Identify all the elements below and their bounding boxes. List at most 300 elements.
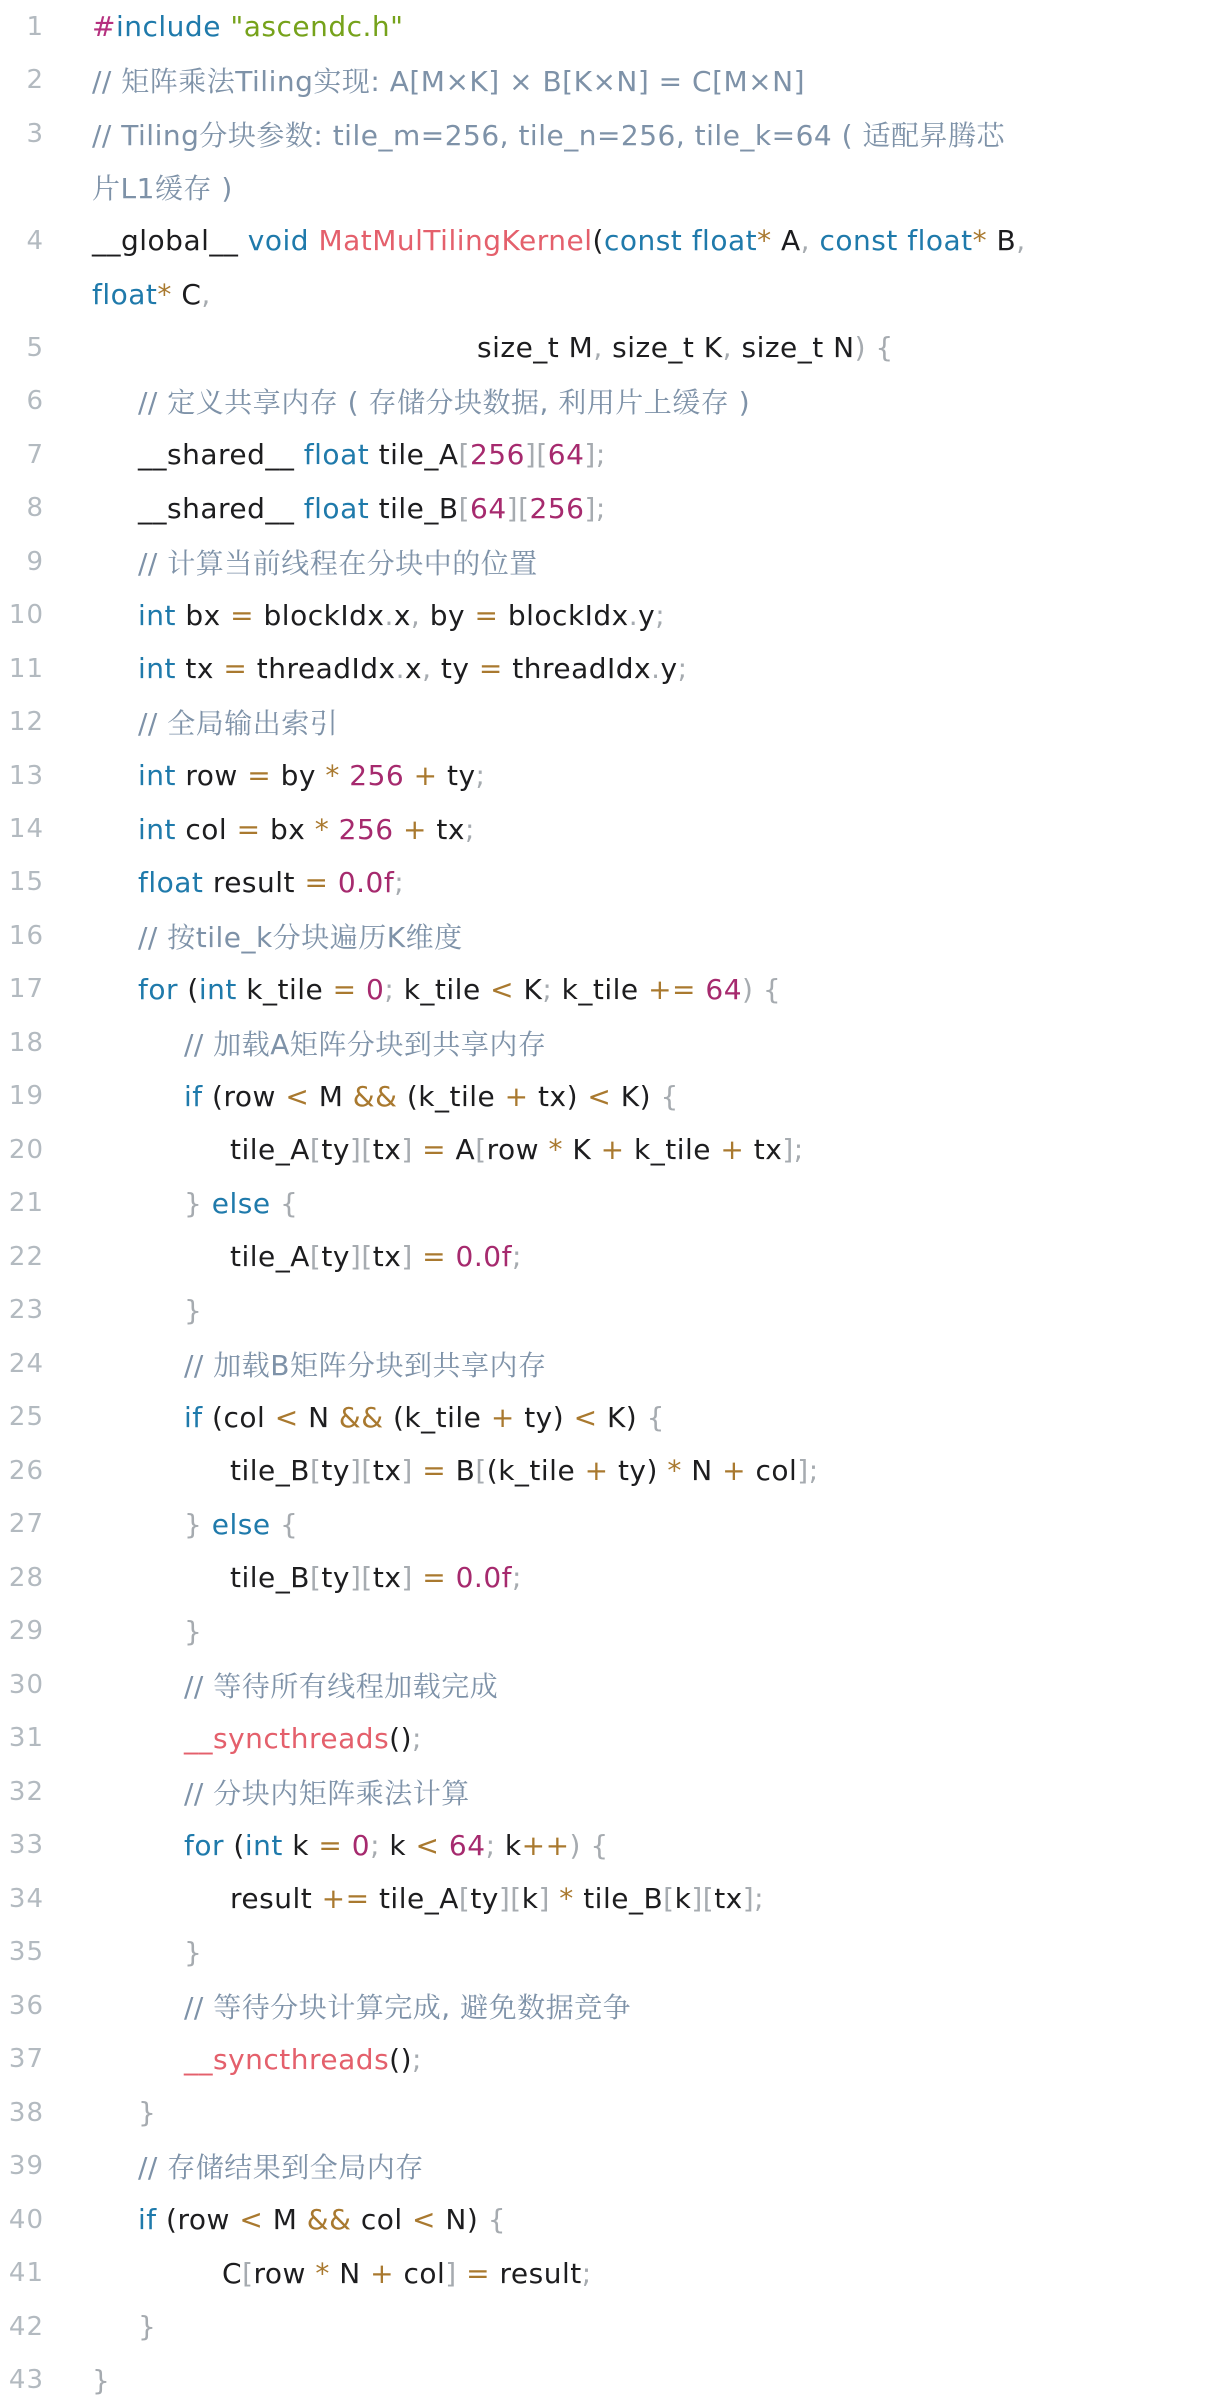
code-token-default: k_tile (561, 972, 649, 1006)
code-token-keyword: if (184, 1400, 213, 1434)
line-number: 12 (8, 707, 44, 738)
code-line (0, 2139, 1218, 2192)
code-token-punctuation: } (184, 1935, 203, 1969)
code-token-keyword: int (138, 652, 186, 686)
line-number: 11 (8, 653, 44, 684)
code-text (92, 1561, 522, 1594)
line-number: 20 (8, 1134, 44, 1165)
line-number: 21 (8, 1188, 44, 1219)
code-text (92, 278, 211, 311)
code-token-comment: // 全局输出索引 (138, 707, 339, 741)
code-token-punctuation: } (138, 2310, 157, 2344)
code-token-keyword: float (138, 865, 213, 899)
code-token-keyword: float (92, 277, 158, 311)
code-token-keyword: int (138, 759, 186, 793)
line-number: 39 (8, 2151, 44, 2182)
code-token-default: x (393, 598, 411, 632)
code-text (92, 167, 233, 207)
code-token-default: k_tile (634, 1133, 721, 1167)
code-token-default: (col (212, 1400, 275, 1434)
code-token-number: 0.0f (455, 1240, 512, 1274)
code-token-punctuation: ][ (349, 1133, 373, 1167)
code-token-operator: < (274, 1400, 309, 1434)
code-token-default: M (318, 1079, 353, 1113)
code-token-default: ty (446, 759, 476, 793)
code-text (92, 2310, 156, 2343)
code-token-punctuation: } (184, 1293, 203, 1327)
code-token-operator: < (239, 2203, 273, 2237)
line-number: 14 (8, 814, 44, 844)
code-token-punctuation: ; (542, 972, 562, 1006)
code-token-punctuation: ] (538, 1882, 560, 1916)
code-token-default: col (185, 812, 237, 846)
line-number: 34 (8, 1883, 44, 1914)
code-token-default: (k_tile (406, 1079, 505, 1113)
code-token-default: row (486, 1133, 549, 1167)
code-token-keyword: else (211, 1507, 271, 1541)
code-token-punctuation: ] (401, 1454, 423, 1488)
code-token-string: "ascendc.h" (230, 10, 404, 44)
code-text (92, 916, 463, 956)
code-token-operator: * (757, 224, 781, 258)
code-line (0, 1818, 1218, 1871)
code-token-default: blockIdx (507, 598, 629, 632)
code-token-operator: = (478, 652, 513, 686)
line-number: 15 (8, 867, 44, 898)
code-line (0, 1337, 1218, 1390)
code-token-number: 0.0f (455, 1561, 512, 1595)
code-token-default: N (308, 1400, 339, 1434)
line-number: 3 (26, 118, 44, 149)
code-token-default: col (360, 2203, 413, 2237)
code-token-default: bx (185, 598, 231, 632)
code-token-operator: += (321, 1882, 379, 1916)
code-token-default: ty (321, 1454, 350, 1488)
code-line (0, 2193, 1218, 2246)
code-text (92, 10, 404, 43)
code-token-default: blockIdx (263, 598, 385, 632)
code-line (0, 642, 1218, 695)
code-token-default: tx) (538, 1079, 588, 1113)
code-token-operator: + (490, 1400, 525, 1434)
code-line (0, 1230, 1218, 1283)
code-token-punctuation: ] (401, 1240, 423, 1274)
code-token-default: k (292, 1828, 319, 1862)
code-token-operator: && (338, 1400, 393, 1434)
code-token-number: 0 (366, 972, 385, 1006)
code-token-operator: < (573, 1400, 607, 1434)
line-number: 33 (8, 1830, 44, 1861)
line-number: 41 (8, 2258, 44, 2289)
code-token-default: ( (592, 224, 604, 258)
code-token-punctuation: ; (464, 812, 475, 846)
line-number: 42 (8, 2311, 44, 2342)
code-text (92, 542, 538, 582)
code-token-punctuation: } (184, 1507, 212, 1541)
code-line (0, 267, 1218, 320)
code-line (0, 909, 1218, 962)
code-token-default: N (691, 1454, 723, 1488)
line-number: 29 (8, 1616, 44, 1647)
line-number: 7 (26, 439, 44, 470)
code-token-punctuation: } (138, 2096, 157, 2130)
code-token-default: tile_A (378, 438, 459, 472)
code-token-default: row (185, 759, 248, 793)
code-token-comment: // 等待分块计算完成, 避免数据竞争 (184, 1990, 632, 2024)
line-number: 40 (8, 2204, 44, 2235)
code-token-punctuation: [ (458, 1882, 471, 1916)
code-token-default: size_t M (477, 331, 594, 365)
code-line (0, 53, 1218, 106)
code-token-punctuation: ; (485, 1828, 505, 1862)
code-token-default: threadIdx (256, 652, 396, 686)
line-number: 25 (8, 1402, 44, 1433)
code-line (0, 1872, 1218, 1925)
code-token-operator: * (315, 2256, 340, 2290)
code-token-default: ( (233, 1828, 245, 1862)
code-line (0, 963, 1218, 1016)
code-token-operator: + (403, 812, 437, 846)
code-token-number: 0 (351, 1828, 371, 1862)
line-number: 31 (8, 1723, 44, 1754)
code-token-punctuation: ]; (584, 438, 606, 472)
code-token-punctuation: } (184, 1186, 212, 1220)
code-token-operator: = (422, 1133, 456, 1167)
code-token-keyword: void (247, 224, 319, 258)
code-token-default: (row (212, 1079, 286, 1113)
code-text (92, 1023, 546, 1063)
code-token-punctuation: ; (512, 1561, 522, 1595)
line-number: 6 (26, 386, 44, 417)
code-text (92, 1080, 679, 1113)
code-token-default: C (181, 277, 202, 311)
code-text (92, 2364, 110, 2397)
code-token-default: y (638, 598, 656, 632)
code-token-default: ty (321, 1240, 350, 1274)
code-token-operator: + (504, 1079, 539, 1113)
line-number: 2 (26, 65, 44, 96)
code-token-default: B (996, 224, 1017, 258)
code-token-keyword: int (138, 812, 186, 846)
code-token-default: K (572, 1133, 601, 1167)
code-token-punctuation: ] (401, 1561, 423, 1595)
code-token-function: __syncthreads (184, 2042, 390, 2076)
code-token-punctuation: , (1016, 224, 1026, 258)
code-text (92, 1344, 546, 1384)
code-token-default: tx (372, 1454, 402, 1488)
code-token-operator: < (490, 972, 524, 1006)
code-token-default: k (389, 1828, 416, 1862)
code-line (0, 160, 1218, 213)
code-text (92, 1722, 422, 1755)
code-token-operator: = (474, 598, 508, 632)
code-token-number: 256 (529, 491, 585, 525)
code-text (92, 1829, 609, 1862)
code-token-operator: = (318, 1828, 352, 1862)
code-token-operator: < (412, 2203, 446, 2237)
code-token-operator: + (600, 1133, 635, 1167)
line-number: 18 (8, 1027, 44, 1058)
code-token-operator: * (314, 812, 339, 846)
code-line (0, 1444, 1218, 1497)
code-token-operator: * (559, 1882, 584, 1916)
code-token-number: 64 (470, 491, 507, 525)
code-line (0, 1979, 1218, 2032)
code-token-default: bx (270, 812, 315, 846)
code-token-keyword: for (184, 1828, 234, 1862)
code-text (92, 2096, 156, 2129)
code-token-punctuation: ; (581, 2256, 592, 2290)
code-token-comment: // 计算当前线程在分块中的位置 (138, 546, 538, 580)
code-line (0, 1070, 1218, 1123)
code-token-default: by (280, 759, 326, 793)
code-token-default: K) (606, 1400, 638, 1434)
code-token-punctuation: ; (370, 1828, 390, 1862)
line-number: 22 (8, 1241, 44, 1272)
code-token-number: 64 (547, 438, 585, 472)
code-token-punctuation: ][ (691, 1882, 715, 1916)
code-token-keyword: int (244, 1828, 293, 1862)
code-text (92, 2203, 506, 2236)
code-token-default: __shared__ (138, 438, 304, 472)
code-line (0, 321, 1218, 374)
code-token-operator: = (230, 598, 264, 632)
code-text (92, 1772, 470, 1812)
code-token-default: k (674, 1882, 692, 1916)
code-token-default: __shared__ (138, 491, 304, 525)
code-token-operator: + (584, 1454, 618, 1488)
code-token-default: tx (753, 1133, 783, 1167)
code-token-function: __syncthreads (184, 1721, 390, 1755)
code-line (0, 1605, 1218, 1658)
code-token-keyword: const (819, 224, 908, 258)
code-token-comment: 片L1缓存 ) (92, 172, 233, 206)
line-number: 5 (26, 332, 44, 363)
code-token-operator: = (466, 2256, 500, 2290)
line-number: 23 (8, 1295, 44, 1326)
code-token-default: A (455, 1133, 476, 1167)
line-number: 10 (8, 600, 44, 631)
code-token-keyword: if (138, 2203, 167, 2237)
code-token-operator: * (972, 224, 997, 258)
code-token-punctuation: [ (309, 1240, 322, 1274)
code-line (0, 428, 1218, 481)
code-line (0, 1016, 1218, 1069)
code-token-default: tile_A (378, 1882, 459, 1916)
code-token-punctuation: ] (401, 1133, 423, 1167)
code-token-punctuation: ; (655, 598, 666, 632)
code-token-operator: ++ (521, 1828, 570, 1862)
code-line (0, 1765, 1218, 1818)
line-number: 35 (8, 1937, 44, 1968)
code-token-default: (k_tile (486, 1454, 585, 1488)
code-token-number: 256 (349, 759, 414, 793)
code-line (0, 588, 1218, 641)
code-line (0, 695, 1218, 748)
code-line (0, 749, 1218, 802)
code-text (92, 1936, 202, 1969)
code-text (92, 1615, 202, 1648)
line-number: 37 (8, 2044, 44, 2075)
line-number: 43 (8, 2365, 44, 2396)
code-line (0, 535, 1218, 588)
code-token-punctuation: ][ (349, 1561, 373, 1595)
code-token-default: tile_B (230, 1454, 310, 1488)
code-token-default: tx (436, 812, 465, 846)
code-token-punctuation: ]; (742, 1882, 765, 1916)
code-token-default: K) (620, 1079, 652, 1113)
code-token-default: size_t K (612, 331, 723, 365)
code-token-default: ty) (524, 1400, 574, 1434)
code-token-default: (k_tile (393, 1400, 491, 1434)
line-number: 16 (8, 920, 44, 951)
code-line (0, 1551, 1218, 1604)
code-token-default: result (212, 865, 305, 899)
code-token-default: by (429, 598, 475, 632)
code-token-punctuation: [ (458, 491, 471, 525)
code-text (92, 652, 688, 685)
code-text (92, 1294, 202, 1327)
code-token-punctuation: [ (309, 1561, 322, 1595)
code-text (92, 2043, 422, 2076)
code-token-default: x (405, 652, 423, 686)
code-token-default: tx (714, 1882, 743, 1916)
code-token-default: size_t N (741, 331, 855, 365)
code-line (0, 1123, 1218, 1176)
code-token-default: tile_A (230, 1133, 310, 1167)
code-token-punctuation: [ (458, 438, 470, 472)
code-token-punctuation: { (637, 1400, 665, 1434)
code-token-operator: = (223, 652, 257, 686)
code-token-operator: && (352, 1079, 407, 1113)
code-line (0, 1391, 1218, 1444)
code-token-number: 256 (338, 812, 403, 846)
code-line (0, 1658, 1218, 1711)
code-token-default: C (222, 2256, 243, 2290)
code-token-default: () (389, 2042, 413, 2076)
line-number: 27 (8, 1509, 44, 1540)
code-token-punctuation: [ (309, 1133, 322, 1167)
code-line (0, 0, 1218, 53)
code-line (0, 1925, 1218, 1978)
code-token-punctuation: } (92, 2363, 111, 2397)
code-token-punctuation: , (422, 652, 441, 686)
code-token-default: tx (372, 1133, 402, 1167)
code-token-default: tx (372, 1240, 402, 1274)
code-token-punctuation: , (722, 331, 742, 365)
code-line (0, 2246, 1218, 2299)
code-line (0, 2086, 1218, 2139)
code-token-comment: // 定义共享内存 ( 存储分块数据, 利用片上缓存 ) (138, 386, 751, 420)
code-token-punctuation: ; (412, 1721, 422, 1755)
line-number: 8 (26, 493, 44, 524)
code-token-punctuation: ] (445, 2256, 467, 2290)
code-text (92, 1882, 764, 1915)
code-token-operator: = (247, 759, 281, 793)
code-token-number: 64 (705, 972, 743, 1006)
code-token-keyword: if (184, 1079, 213, 1113)
code-text (92, 1133, 804, 1166)
code-token-default: ty (440, 652, 479, 686)
code-token-default: (row (166, 2203, 240, 2237)
code-token-punctuation: ; (384, 972, 404, 1006)
line-number: 30 (8, 1669, 44, 1700)
code-line (0, 214, 1218, 267)
code-token-comment: // 按tile_k分块遍历K维度 (138, 920, 463, 954)
code-token-default: N (339, 2256, 371, 2290)
code-token-default: ty (321, 1561, 350, 1595)
code-token-default: K (523, 972, 543, 1006)
code-token-punctuation: ][ (349, 1454, 373, 1488)
code-text (92, 1986, 631, 2026)
code-text (92, 1508, 298, 1541)
code-token-operator: * (325, 759, 350, 793)
code-text (92, 1454, 819, 1487)
code-token-operator: < (285, 1079, 319, 1113)
code-token-punctuation: ]; (584, 491, 606, 525)
code-token-default: row (253, 2256, 316, 2290)
code-token-default: N) (445, 2203, 479, 2237)
line-number: 19 (8, 1081, 44, 1112)
code-token-punctuation: ; (412, 2042, 422, 2076)
code-token-operator: * (667, 1454, 692, 1488)
code-text (92, 599, 665, 632)
code-line (0, 1284, 1218, 1337)
code-text (92, 1187, 298, 1220)
code-line (0, 1177, 1218, 1230)
code-token-comment: // 存储结果到全局内存 (138, 2151, 424, 2185)
line-number: 24 (8, 1348, 44, 1379)
code-token-operator: * (157, 277, 182, 311)
code-line (0, 2353, 1218, 2406)
code-token-punctuation: ][ (349, 1240, 373, 1274)
code-token-default: tx (185, 652, 224, 686)
code-token-default: tile_A (230, 1240, 310, 1274)
code-token-default: tile_B (378, 491, 459, 525)
code-token-comment: // 加载B矩阵分块到共享内存 (184, 1348, 547, 1382)
code-line (0, 802, 1218, 855)
code-token-default: k_tile (403, 972, 491, 1006)
code-token-default: B (455, 1454, 476, 1488)
code-token-default: result (499, 2256, 582, 2290)
code-text (92, 1665, 498, 1705)
code-token-default: M (272, 2203, 307, 2237)
line-number: 38 (8, 2097, 44, 2128)
code-line (0, 856, 1218, 909)
code-token-default: col (403, 2256, 446, 2290)
code-token-number: 0.0f (337, 865, 395, 899)
code-text (92, 381, 750, 421)
code-token-punctuation: ; (677, 652, 688, 686)
line-number: 32 (8, 1776, 44, 1807)
code-token-comment: // Tiling分块参数: tile_m=256, tile_n=256, tile_k=64 ( 适配昇腾芯 (92, 118, 1005, 152)
code-text (92, 973, 781, 1006)
code-token-punctuation: { (270, 1186, 299, 1220)
code-token-comment: // 分块内矩阵乘法计算 (184, 1776, 470, 1810)
code-line (0, 1498, 1218, 1551)
code-token-keyword: for (138, 972, 188, 1006)
code-token-keyword: float (691, 224, 758, 258)
code-line (0, 107, 1218, 160)
code-token-punctuation: , (800, 224, 820, 258)
code-token-comment: // 矩阵乘法Tiling实现: A[M×K] × B[K×N] = C[M×N] (92, 65, 805, 99)
code-token-keyword: include (115, 10, 231, 44)
code-token-default: tx (372, 1561, 402, 1595)
code-token-default: ty (470, 1882, 499, 1916)
code-token-punctuation: ) { (742, 972, 782, 1006)
code-token-default: __global__ (92, 224, 248, 258)
line-number: 28 (8, 1562, 44, 1593)
